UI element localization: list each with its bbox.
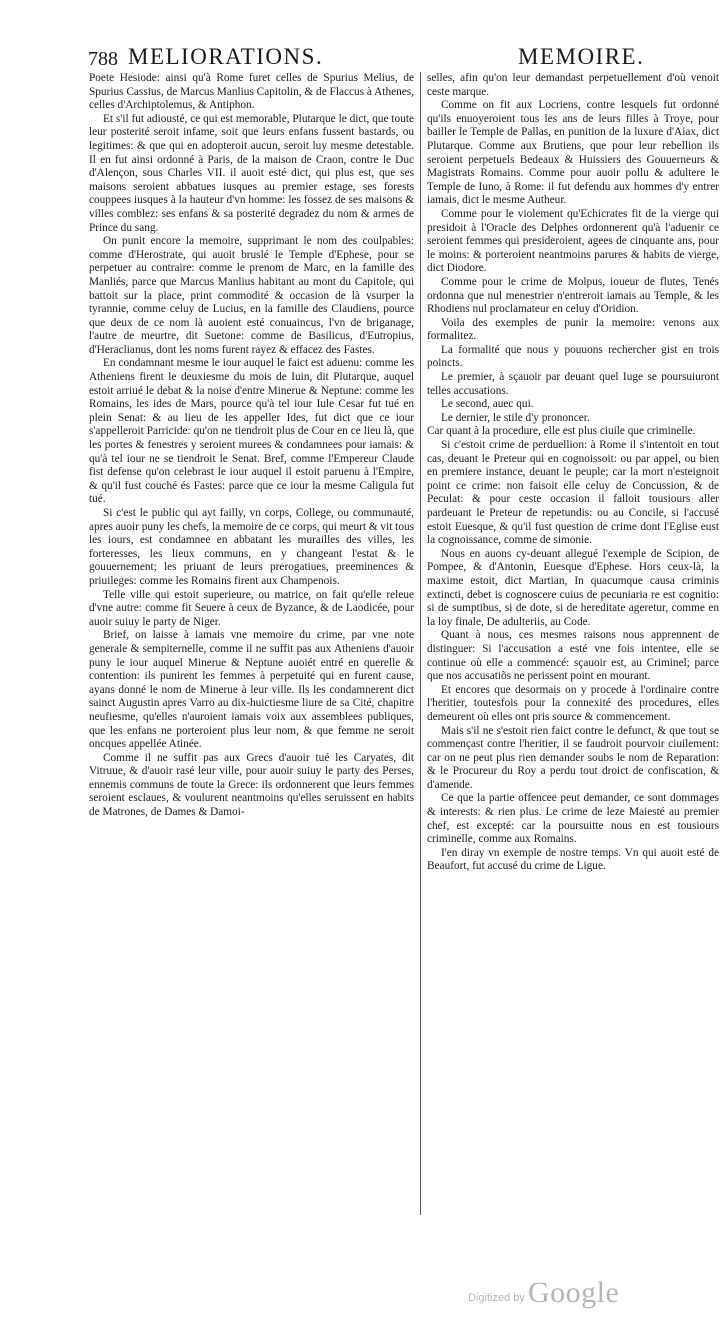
- digitized-watermark: [468, 1276, 668, 1316]
- paragraph: Le second, auec qui.: [441, 398, 534, 411]
- paragraph: Poete Hesiode: ainsi qu'à Rome furet celles de Spurius Melius, de Spurius Cassius, de Marcus Manlius Capitolin, & de Flaccus à Athenes, celles d'Archiptolemus, & Antiphon.: [89, 72, 414, 112]
- right-column: [427, 72, 719, 874]
- page-number: 788: [88, 48, 118, 70]
- paragraph: En condamnant mesme le iour auquel le faict est aduenu: comme les Atheniens firent le deuxiesme du mois de Iuin, dit Plutarque, auquel estoit arriué le debat & la noise d'entre Mineruе & Neptune: comme les Romains, les ides de Mars, pource qu'à tel iour Iule Cesar fut tué en plein Senat: & au lieu de les appeller Ides, fut dict que ce iour s'appelleroit Parricide: qu'on ne tiendroit plus de Cour en ce lieu là, que les portes & fenestres y seroient murees & condamnees pour iamais: & qu'à tel iour ne se tiendroit le Senat. Bref, comme l'Empereur Claude fist defense qu'on celebrast le iour auquel il estoit paruenu à l'Empire, & qu'il fust couché és Fastes: parce que ce iour la mesme Caligula fut tué.: [89, 357, 414, 506]
- paragraph: Car quant à la procedure, elle est plus ciuile que criminelle.: [427, 425, 696, 438]
- running-title-left: MELIORATIONS.: [128, 44, 324, 69]
- paragraph: Comme pour le crime de Molpus, ioueur de flutes, Tenés ordonna que nul menestrier n'entreroit iamais au Temple, & les Rhodiens nul proclamateur en celuy d'Oridion.: [427, 275, 719, 316]
- paragraph: Ce que la partie offencee peut demander, ce sont dommages & interests: & rien plus. Le crime de leze Maiesté au premier chef, est excepté: car la poursuitte nous en est tousiours criminelle, comme aux Romains.: [427, 792, 719, 846]
- paragraph: Nous en auons cy-deuant allegué l'exemple de Scipion, de Pompee, & d'Antonin, Euesque d'Ephese. Hors ceux-là, la maxime estoit, dict Martian, In quacumque causa criminis extincti, debet is cognoscere cuius de pecuniaria re est cognitio: si de sumptibus, si de dote, si de hereditate ageretur, comme en la loy finale, De adulteriis, au Code.: [427, 547, 719, 628]
- paragraph: On punit encore la memoire, supprimant le nom des coulpables: comme d'Herostrate, qui auoit bruslé le Temple d'Ephese, pour se perpetuer au contraire: comme le prenom de Marc, en la famille des Manliés, parce que Marcus Manlius habitant au mont du Capitole, qui battoit sur la place, print commodité & occasion de là vsurper la tyrannie, comme celuy de Lucius, en la famille des Claudiens, pource que deux de ce nom là auoient esté conuaincus, l'vn de briganage, l'autre de meurtre, dit Suetone: comme de Basilicus, d'Eutropius, d'Heraclianus, dont les noms furent rayez & effacez des Fastes.: [89, 235, 414, 356]
- paragraph: Comme il ne suffit pas aux Grecs d'auoir tué les Caryates, dit Vitruue, & d'auoir rasé leur ville, pour auoir suiuy le party des Perses, ennemis communs de toute la Grece: ils ordonnerent que leurs femmes seroient esclaues, & voulurent neantmoins qu'elles seruissent en habits de Matrones, de Dames & Damoi-: [89, 751, 414, 819]
- paragraph: Quant à nous, ces mesmes raisons nous apprennent de distinguer: Si l'accusation a esté vne fois intentee, elle se continue où elle a commencé: sçauoir est, au Criminel; parce que nos accusatiõs ne perissent point en mourant.: [427, 629, 719, 683]
- paragraph: Et encores que desormais on y procede à l'ordinaire contre l'heritier, toutesfois pour la connexité des procedures, elles demeurent où elles ont pris source & commencement.: [427, 683, 719, 723]
- paragraph: Comme pour le violement qu'Echicrates fit de la vierge qui presidoit à l'Oracle des Delphes ordonnerent qu'à l'aduenir ce seroient femmes qui presideroient, agees de cinquante ans, pour le moins: & porteroient neantmoins parures & habits de vierge, dict Diodore.: [427, 207, 719, 275]
- paragraph: Telle ville qui estoit superieure, ou matrice, on fait qu'elle releue d'vne autre: comme fit Seuere à ceux de Byzance, & de Laodicée, pour auoir suiuy le party de Niger.: [89, 588, 414, 628]
- page-header: [88, 44, 722, 74]
- paragraph: Le premier, à sçauoir par deuant quel Iuge se poursuiuront telles accusations.: [427, 371, 719, 397]
- column-divider: [420, 72, 421, 1215]
- left-column: [89, 72, 414, 820]
- paragraph: Le dernier, le stile d'y prononcer.: [441, 411, 590, 424]
- running-title-right: MEMOIRE.: [518, 44, 645, 69]
- paragraph: Voila des exemples de punir la memoire: venons aux formalitez.: [427, 316, 719, 343]
- paragraph: Comme on fit aux Locriens, contre lesquels fut ordonné qu'ils enuoyeroient tous les ans de leurs filles à Troye, pour bailler le Temple de Pallas, en punition de la luxure d'Aiax, dict Plutarque. Comme aux Brutiens, que pour leur rebellion ils seroient perpetuels Bedeaux & Huissiers des Gouuerneurs & Magistrats Romains. Comme pour auoir pollu & adultere le Temple de Iuno, à Rome: il fut defendu aux hommes d'y entrer iamais, dict le mesme Autheur.: [427, 99, 719, 207]
- paragraph: La formalité que nous y pouuons rechercher gist en trois poincts.: [427, 343, 719, 370]
- paragraph: I'en diray vn exemple de nostre temps. Vn qui auoit esté de Beaufort, fut accusé du crime de Ligue.: [427, 846, 719, 873]
- digitized-by-label: Digitized by: [468, 1292, 525, 1304]
- paragraph: Et s'il fut adiousté, ce qui est memorable, Plutarque le dict, que toute leur posterité seroit infame, soit que leurs enfans fussent bastards, ou legitimes: & que qui en adopteroit aucun, seroit luy mesme detestable. Il en fut ainsi ordonné à Paris, de la maison de Craon, contre le Duc d'Alençon, sous Charles VII. il auoit esté dict, qui plus est, que ses maisons seroient abbatues iusques au premier estage, ses forests couppees iusques à la hauteur d'vn homme: les fossez de ses maisons & villes comblez: ses enfans & sa posterité degradez du nom & armes de Prince du sang.: [89, 112, 414, 234]
- paragraph: Si c'est le public qui ayt failly, vn corps, College, ou communauté, apres auoir puny les chefs, la memoire de ce corps, qui meurt & vit tous les iours, est condamnee en abbatant les murailles des villes, les forteresses, les lieux communs, en y changeant l'estat & le gouuernement; les priuant de leurs prerogatiues, preeminences & priuileges: comme les Romains firent aux Champenois.: [89, 507, 415, 587]
- paragraph: selles, afin qu'on leur demandast perpetuellement d'où venoit ceste marque.: [427, 72, 719, 98]
- paragraph: Brief, on laisse à iamais vne memoire du crime, par vne note generale & sempiternelle, comme il ne suffit pas aux Atheniens d'auoir puny le iour auquel Mineruе & Neptune auoiét entré en querelle & contention: ils punirent les femmes à perpetuité qui en furent cause, ayans donné le nom de Mineruе à leur ville. Ils les condamnerent dict sainct Augustin apres Varro au dix-huictiesme liure de sa Cité, chapitre neufiesme, qu'elles n'auroient iamais voix aux assemblees publiques, que les enfans ne porteroient plus leur nom, & que femme ne seroit oncques appellée Atinée.: [89, 629, 414, 751]
- paragraph: Mais s'il ne s'estoit rien faict contre le defunct, & que tout se commençast contre l'heritier, il se faudroit pourvoir ciuilement: car on ne peut plus rien demander soubs le nom de Reparation: & le Procureur du Roy a perdu tout droict de confiscation, & d'amende.: [427, 724, 719, 791]
- paragraph: Si c'estoit crime de perduellion: à Rome il s'intentoit en tout cas, deuant le Preteur qui en cognoissoit: ou par appel, ou bien en premiere instance, deuant le peuple; car la mort n'esteignoit point ce crime: non faisoit elle celuy de Concussion, & de Peculat: & pour ceste occasion il falloit tousiours aller pardeuant le Preteur de repetundis: ou au Concile, si l'accusé estoit Euesque, & qu'il fust question de crime dont l'Eglise eust la cognoissance, comme de simonie.: [427, 439, 719, 547]
- google-logo: Google: [528, 1276, 620, 1309]
